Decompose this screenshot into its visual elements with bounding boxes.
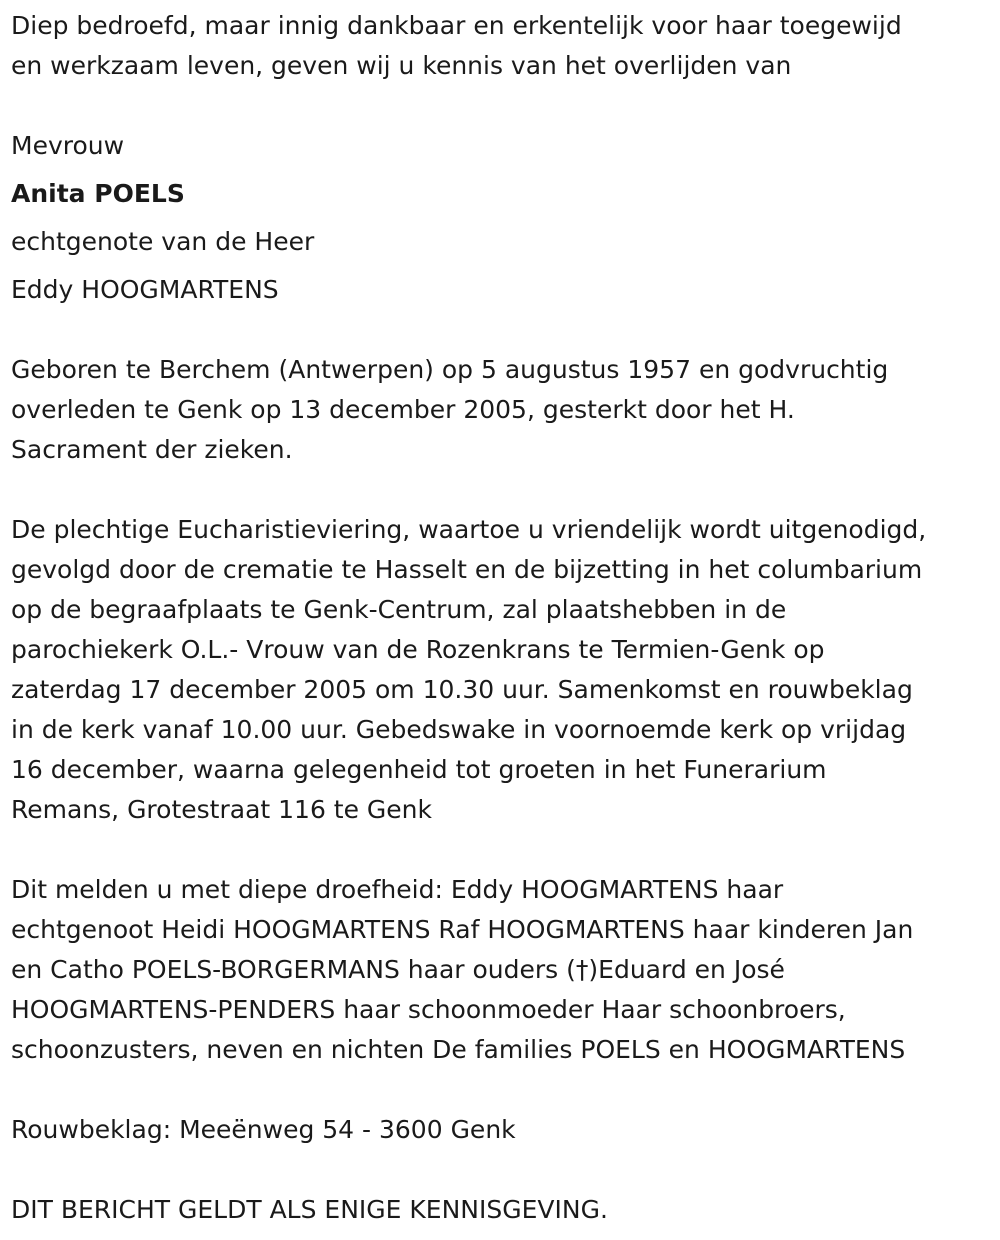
spacer	[11, 1150, 996, 1190]
spouse-name: Eddy HOOGMARTENS	[11, 275, 279, 304]
intro-line-1: Diep bedroefd, maar innig dankbaar en erkentelijk voor haar toegewijd	[11, 11, 902, 40]
deceased-name: Anita POELS	[11, 179, 185, 208]
notice-footer	[11, 1190, 996, 1230]
ceremony-line-4: parochiekerk O.L.- Vrouw van de Rozenkrans te Termien-Genk op	[11, 635, 825, 664]
cross-icon: †	[575, 955, 589, 984]
spacer	[11, 310, 996, 350]
family-line-2: echtgenoot Heidi HOOGMARTENS Raf HOOGMARTENS haar kinderen Jan	[11, 915, 914, 944]
ceremony-line-3: op de begraafplaats te Genk-Centrum, zal plaatshebben in de	[11, 595, 787, 624]
family-paragraph	[11, 870, 996, 1070]
family-line-3-start: en Catho POELS-BORGERMANS haar ouders (	[11, 955, 576, 984]
death-notice	[11, 6, 996, 1230]
ceremony-line-8: Remans, Grotestraat 116 te Genk	[11, 795, 433, 824]
ceremony-line-7: 16 december, waarna gelegenheid tot groeten in het Funerarium	[11, 755, 827, 784]
condolence-line: Rouwbeklag: Meeënweg 54 - 3600 Genk	[11, 1115, 516, 1144]
birth-line-3: Sacrament der zieken.	[11, 435, 293, 464]
ceremony-line-2: gevolgd door de crematie te Hasselt en de bijzetting in het columbarium	[11, 555, 923, 584]
ceremony-line-6: in de kerk vanaf 10.00 uur. Gebedswake in voornoemde kerk op vrijdag	[11, 715, 907, 744]
deceased-relation: echtgenote van de Heer	[11, 227, 315, 256]
family-line-4: HOOGMARTENS-PENDERS haar schoonmoeder Haar schoonbroers,	[11, 995, 846, 1024]
family-line-3	[11, 950, 996, 990]
birth-line-1: Geboren te Berchem (Antwerpen) op 5 augustus 1957 en godvruchtig	[11, 355, 889, 384]
ceremony-line-5: zaterdag 17 december 2005 om 10.30 uur. Samenkomst en rouwbeklag	[11, 675, 913, 704]
family-line-5: schoonzusters, neven en nichten De families POELS en HOOGMARTENS	[11, 1035, 906, 1064]
deceased-title: Mevrouw	[11, 131, 125, 160]
family-line-3-end: )Eduard en José	[588, 955, 785, 984]
family-line-1: Dit melden u met diepe droefheid: Eddy HOOGMARTENS haar	[11, 875, 784, 904]
condolence-address	[11, 1110, 996, 1150]
spacer	[11, 86, 996, 126]
spacer	[11, 830, 996, 870]
ceremony-line-1: De plechtige Eucharistieviering, waartoe u vriendelijk wordt uitgenodigd,	[11, 515, 927, 544]
notice-line: DIT BERICHT GELDT ALS ENIGE KENNISGEVING.	[11, 1195, 608, 1224]
birth-paragraph	[11, 350, 996, 470]
birth-line-2: overleden te Genk op 13 december 2005, gesterkt door het H.	[11, 395, 795, 424]
spacer	[11, 470, 996, 510]
deceased-block	[11, 126, 996, 310]
spacer	[11, 1070, 996, 1110]
intro-paragraph	[11, 6, 996, 86]
ceremony-paragraph	[11, 510, 996, 830]
intro-line-2: en werkzaam leven, geven wij u kennis van het overlijden van	[11, 51, 792, 80]
